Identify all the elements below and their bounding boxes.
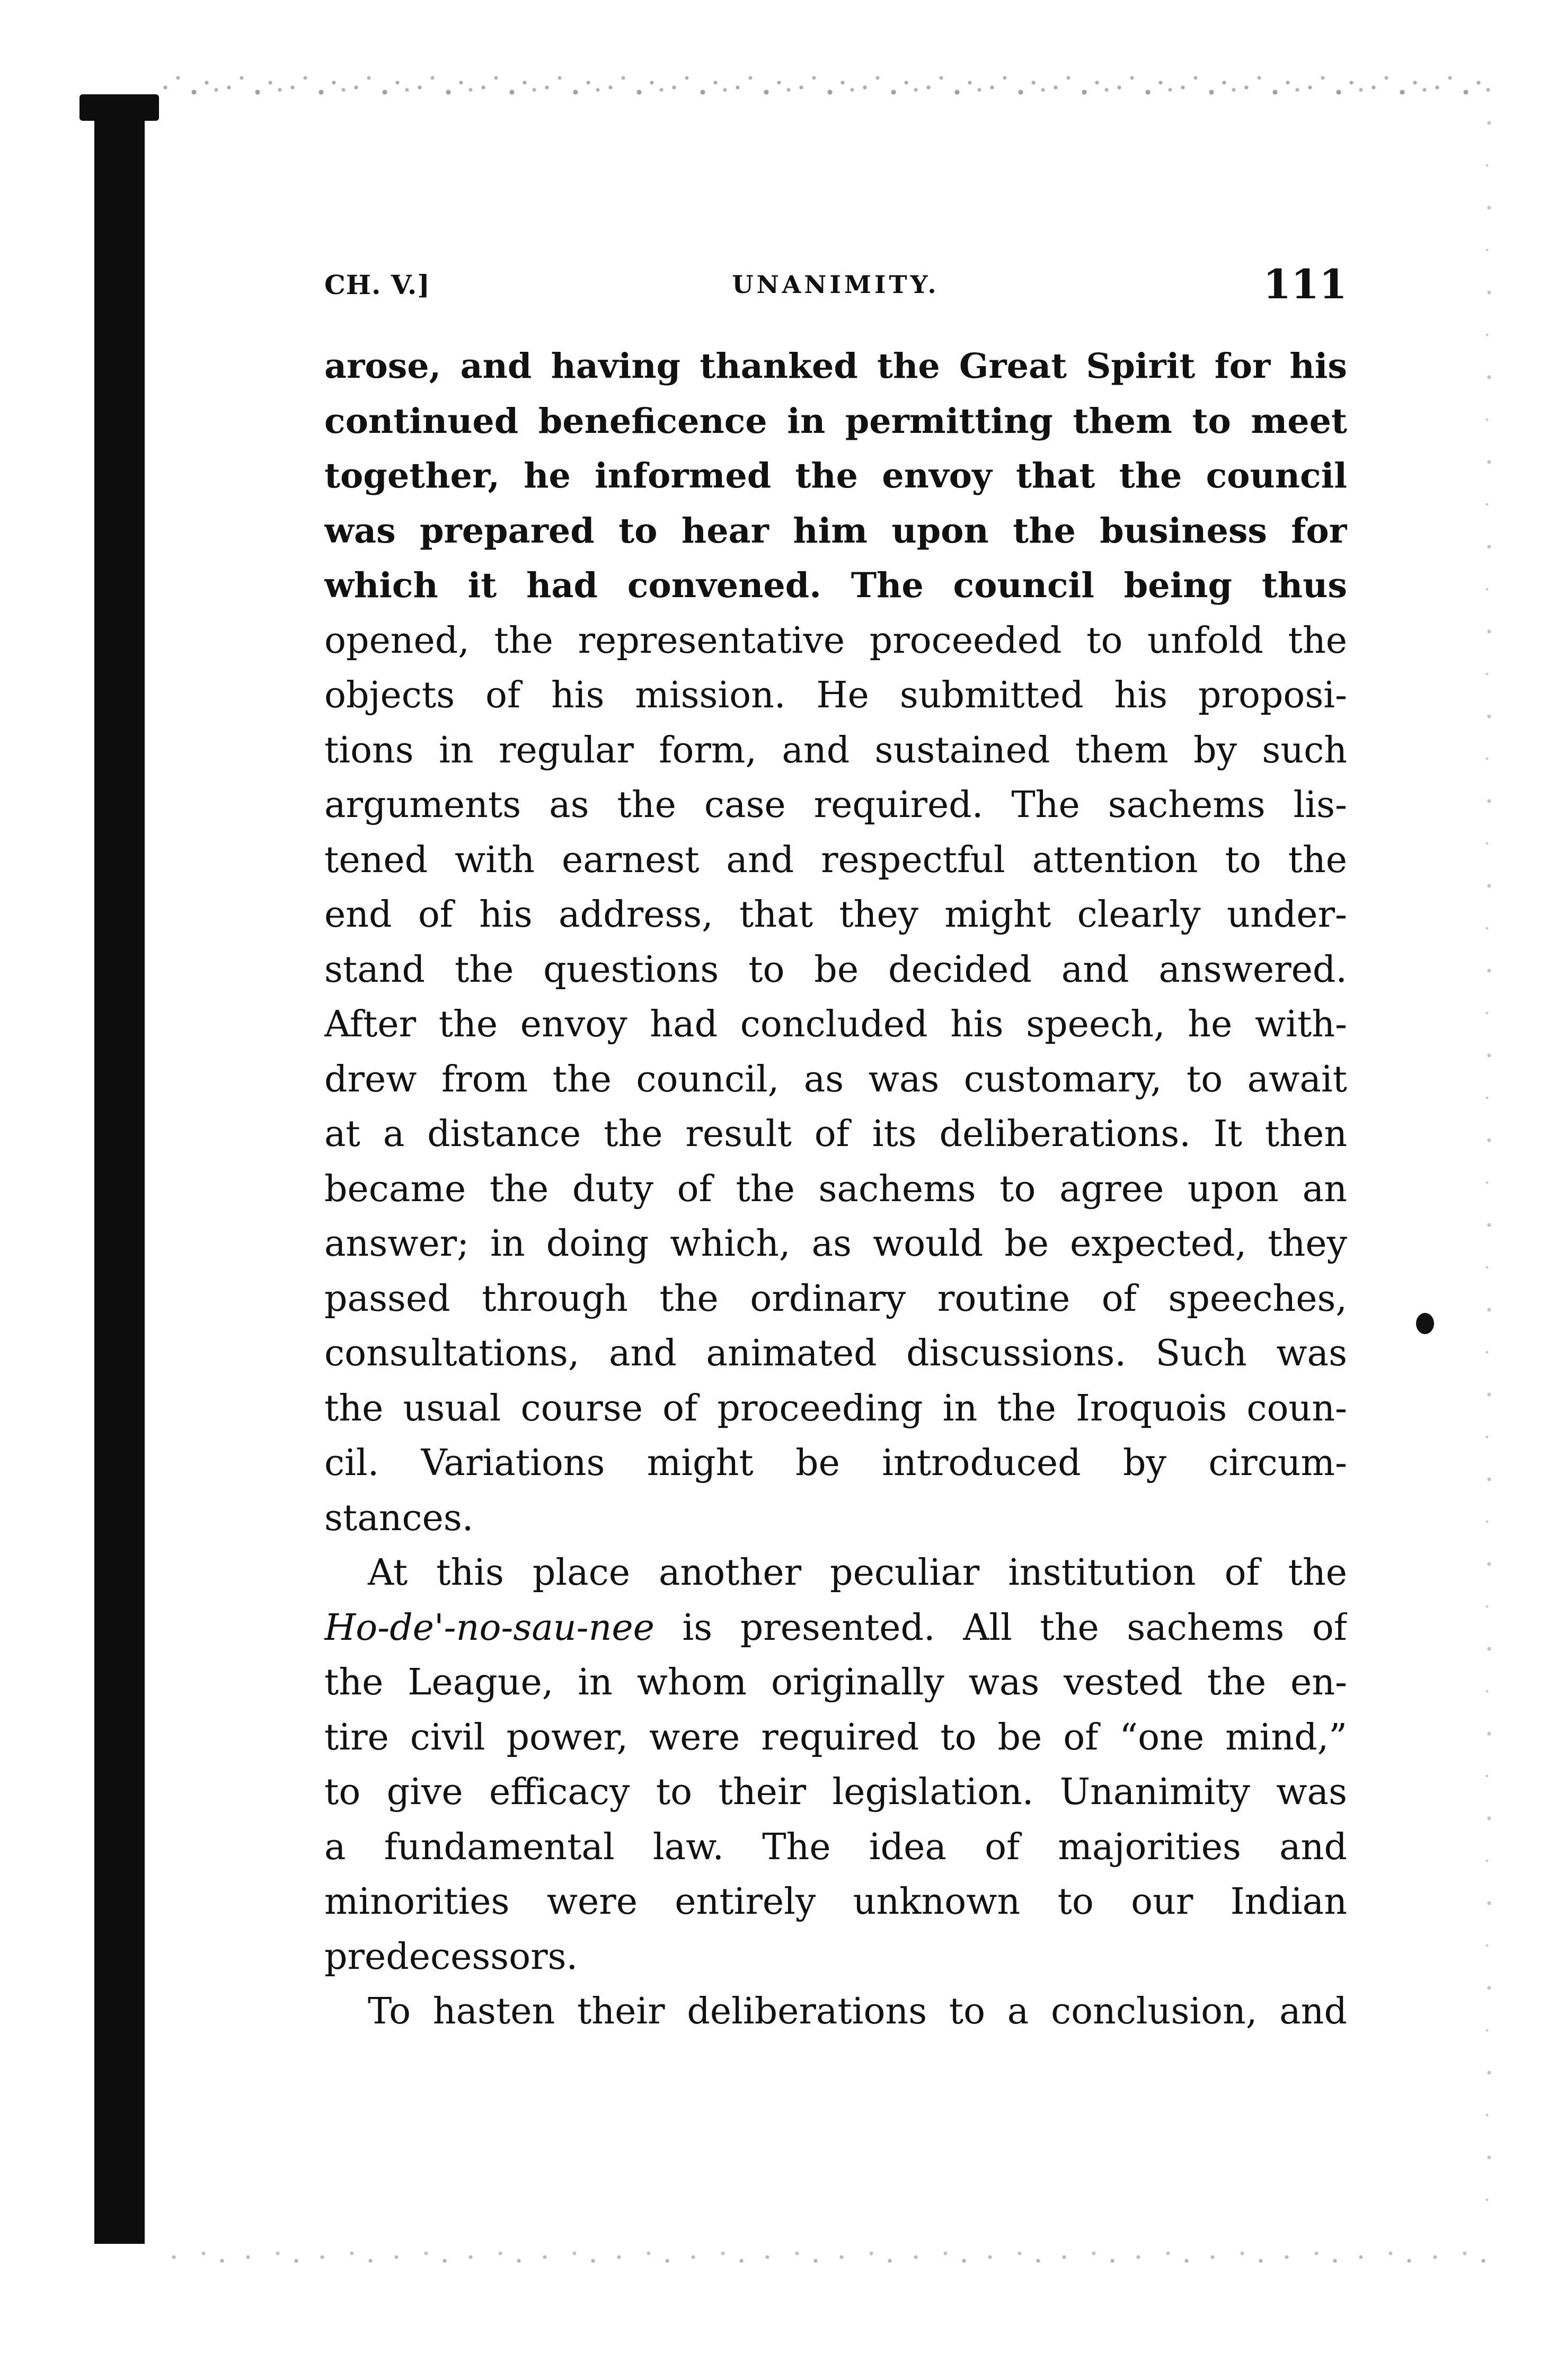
text-line: stances.: [324, 1497, 474, 1539]
text-span: is presented. All the sachems of: [654, 1606, 1347, 1649]
page-number: 111: [1263, 261, 1347, 308]
text-line: at a distance the result of its deliberations. It then: [324, 1113, 1347, 1155]
text-line: cil. Variations might be introduced by circum-: [324, 1442, 1347, 1484]
text-line: continued beneficence in permitting them to meet: [324, 401, 1347, 441]
text-line: which it had convened. The council being thus: [324, 565, 1347, 606]
iroquois-name: Ho-de'-no-sau-nee: [324, 1606, 654, 1649]
chapter-label: CH. V.]: [324, 269, 430, 300]
text-line: stand the questions to be decided and answered.: [324, 948, 1347, 991]
scan-edge-bottom: [159, 2239, 1494, 2276]
text-line: a fundamental law. The idea of majorities and: [324, 1826, 1347, 1868]
body-text: [324, 339, 1347, 2039]
text-line: answer; in doing which, as would be expected, they: [324, 1223, 1347, 1265]
text-line: tions in regular form, and sustained them by such: [324, 729, 1347, 771]
text-line: [324, 1601, 1347, 1656]
scan-edge-right: [1479, 106, 1500, 2225]
text-line: tire civil power, were required to be of “one mind,”: [324, 1716, 1347, 1759]
text-line: objects of his mission. He submitted his proposi-: [324, 674, 1347, 716]
text-line: end of his address, that they might clearly under-: [324, 894, 1347, 936]
text-line: the League, in whom originally was vested the en-: [324, 1662, 1347, 1703]
text-line: together, he informed the envoy that the council: [324, 456, 1347, 496]
text-line: minorities were entirely unknown to our Indian: [324, 1881, 1347, 1923]
ink-dot: [1416, 1313, 1434, 1334]
text-line: To hasten their deliberations to a conclusion, and: [368, 1991, 1347, 2032]
text-line: At this place another peculiar institution of the: [368, 1552, 1347, 1594]
text-line: arguments as the case required. The sachems lis-: [324, 784, 1347, 826]
binding-edge: [94, 111, 145, 2244]
text-line: tened with earnest and respectful attention to the: [324, 839, 1347, 881]
text-line: was prepared to hear him upon the business for: [324, 510, 1347, 551]
text-line: the usual course of proceeding in the Iroquois coun-: [324, 1387, 1347, 1429]
running-header: [324, 260, 1347, 307]
text-line: passed through the ordinary routine of speeches,: [324, 1277, 1347, 1320]
text-line: arose, and having thanked the Great Spirit for his: [324, 346, 1347, 386]
text-line: drew from the council, as was customary, to await: [324, 1058, 1347, 1100]
text-line: predecessors.: [324, 1935, 578, 1978]
page-title: UNANIMITY.: [732, 270, 940, 299]
text-line: to give efficacy to their legislation. Unanimity was: [324, 1771, 1347, 1813]
scan-edge-top: [159, 64, 1494, 111]
text-line: consultations, and animated discussions. Such was: [324, 1333, 1347, 1374]
text-line: After the envoy had concluded his speech, he with-: [324, 1003, 1347, 1045]
text-line: opened, the representative proceeded to unfold the: [324, 619, 1347, 662]
text-line: became the duty of the sachems to agree upon an: [324, 1168, 1347, 1210]
